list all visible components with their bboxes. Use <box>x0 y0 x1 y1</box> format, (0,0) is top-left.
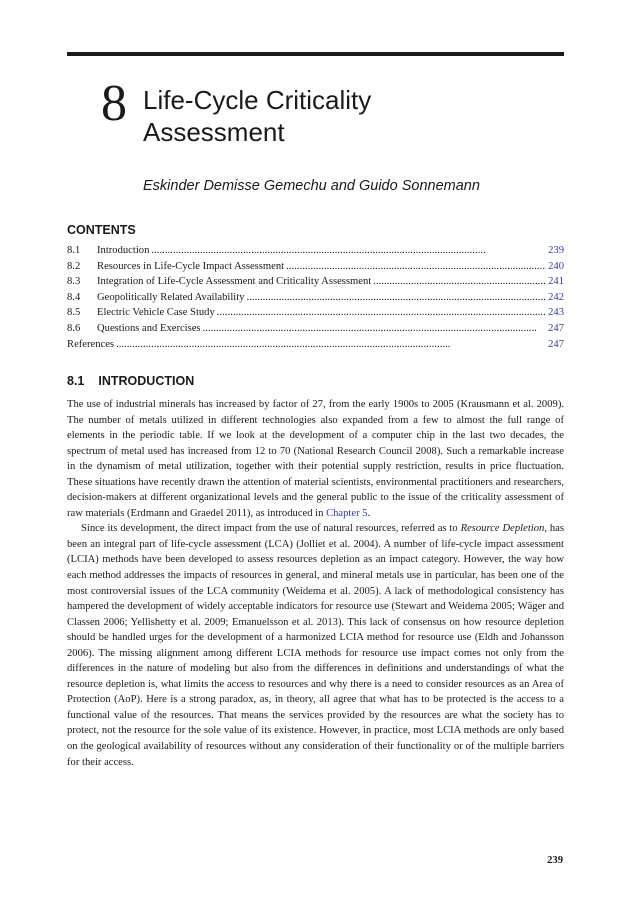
toc-leader-dots <box>373 276 546 287</box>
toc-entry-page-link[interactable]: 239 <box>548 245 564 256</box>
section-heading <box>67 374 194 388</box>
toc-leader-dots <box>286 261 546 272</box>
paragraph-1 <box>67 397 564 521</box>
toc-entry-title: Resources in Life-Cycle Impact Assessment <box>97 260 285 272</box>
toc-entry[interactable] <box>67 323 564 339</box>
toc-entry-number: 8.3 <box>67 276 81 288</box>
toc-entry-title: Questions and Exercises <box>97 322 201 334</box>
toc-entry[interactable] <box>67 339 564 355</box>
toc-entry-number: 8.6 <box>67 322 81 334</box>
section-title: INTRODUCTION <box>98 374 195 388</box>
toc-entry[interactable] <box>67 245 564 261</box>
page-number: 239 <box>547 855 563 866</box>
chapter-5-link[interactable]: Chapter 5 <box>326 507 368 519</box>
toc-leader-dots <box>203 323 547 334</box>
toc-entry-page-link[interactable]: 247 <box>548 322 564 334</box>
paragraph-2-text: , has been an integral part of life-cycle assessment (LCA) (Jolliet et al. 2004). A number of life-cycle impact assessment (LCIA) methods have been developed to assess resources depletion as an impact category. However, the way how each method addresses the impacts of resources in general, and mineral metals use in particular, has been one of the most controversial issues of the LCA community (Weidema et al. 2005). A lack of methodological consistency has hampered the development of widely acceptable indicators for resource use (Stewart and Weidema 2005; Wäger and Classen 2006; Yellishetty et al. 2009; Emanuelsson et al. 2013). This lack of consensus on how resource depletion should be handled urges for the development of a harmonized LCIA method for resource use (Eldh and Johansson 2006). The missing alignment among different LCIA methods for resource use impact comes not only from the differences in the nature of modeling but also from the differences in definitions and understandings of what the resource depletion is, what limits the access to resources and why there is a need to consider resources as an Area of Protection (AoP). Here is a strong paradox, as, in theory, all agree that what has to be protected is the access to a functional value of the resources. That means the services provided by the resources are what the society has to protect, not the resource for the sole value of its existence. However, in practice, most LCIA methods are only based on the geological availability of resources without any consideration of their functionality or of the multiple barriers for their access. <box>67 523 564 768</box>
toc-entry-title: Geopolitically Related Availability <box>97 291 245 303</box>
toc-entry-title: Integration of Life-Cycle Assessment and Criticality Assessment <box>97 276 372 288</box>
toc-entry-page-link[interactable]: 240 <box>548 260 564 272</box>
toc-leader-dots <box>116 339 546 350</box>
toc-entry-number: 8.4 <box>67 291 81 303</box>
toc-entry-title: References <box>67 338 115 350</box>
toc-leader-dots <box>217 307 546 318</box>
paragraph-1-end: . <box>367 507 371 519</box>
toc-entry-number: 8.5 <box>67 307 81 319</box>
toc-entry-title: Electric Vehicle Case Study <box>97 307 215 319</box>
chapter-title-line-2: Assessment <box>143 117 285 147</box>
section-number: 8.1 <box>67 374 85 388</box>
chapter-title <box>143 84 371 148</box>
top-rule <box>67 52 564 56</box>
paragraph-1-text: The use of industrial minerals has increased by factor of 27, from the early 1900s to 2005 (Krausmann et al. 2009). The number of metals utilized in different technologies also expanded from a few to almost the full range of elements in the periodic table. If we look at the development of a computer chip in the last two decades, the spectrum of metal used has increased from 12 to 70 (National Research Council 2008). Such a remarkable increase in the dynamism of metal utilization, together with their potential supply restriction, results in price fluctuation. These situations have recently drawn the attention of material scientists, environmental practitioners and researchers, decision-makers at different organizational levels and the general public to the issue of the criticality assessment of raw materials (Erdmann and Graedel 2011), as introduced in <box>67 399 564 519</box>
table-of-contents <box>67 245 564 354</box>
toc-entry-number: 8.2 <box>67 260 81 272</box>
paragraph-2 <box>67 521 564 770</box>
toc-entry-number: 8.1 <box>67 245 81 256</box>
chapter-authors: Eskinder Demisse Gemechu and Guido Sonnemann <box>143 178 480 194</box>
toc-entry-title: Introduction <box>97 245 150 256</box>
toc-entry-page-link[interactable]: 243 <box>548 307 564 319</box>
contents-heading: CONTENTS <box>67 223 136 237</box>
toc-entry-page-link[interactable]: 247 <box>548 338 564 350</box>
toc-entry[interactable] <box>67 307 564 323</box>
toc-entry[interactable] <box>67 261 564 277</box>
toc-entry[interactable] <box>67 276 564 292</box>
toc-entry-page-link[interactable]: 241 <box>548 276 564 288</box>
toc-entry[interactable] <box>67 292 564 308</box>
toc-leader-dots <box>151 245 546 256</box>
chapter-number: 8 <box>101 75 127 132</box>
chapter-title-line-1: Life-Cycle Criticality <box>143 85 372 115</box>
resource-depletion-term: Resource Depletion <box>460 523 545 535</box>
body-text <box>67 397 564 770</box>
toc-entry-page-link[interactable]: 242 <box>548 291 564 303</box>
paragraph-2-start: Since its development, the direct impact from the use of natural resources, referred as to <box>81 523 461 535</box>
toc-leader-dots <box>247 292 547 303</box>
